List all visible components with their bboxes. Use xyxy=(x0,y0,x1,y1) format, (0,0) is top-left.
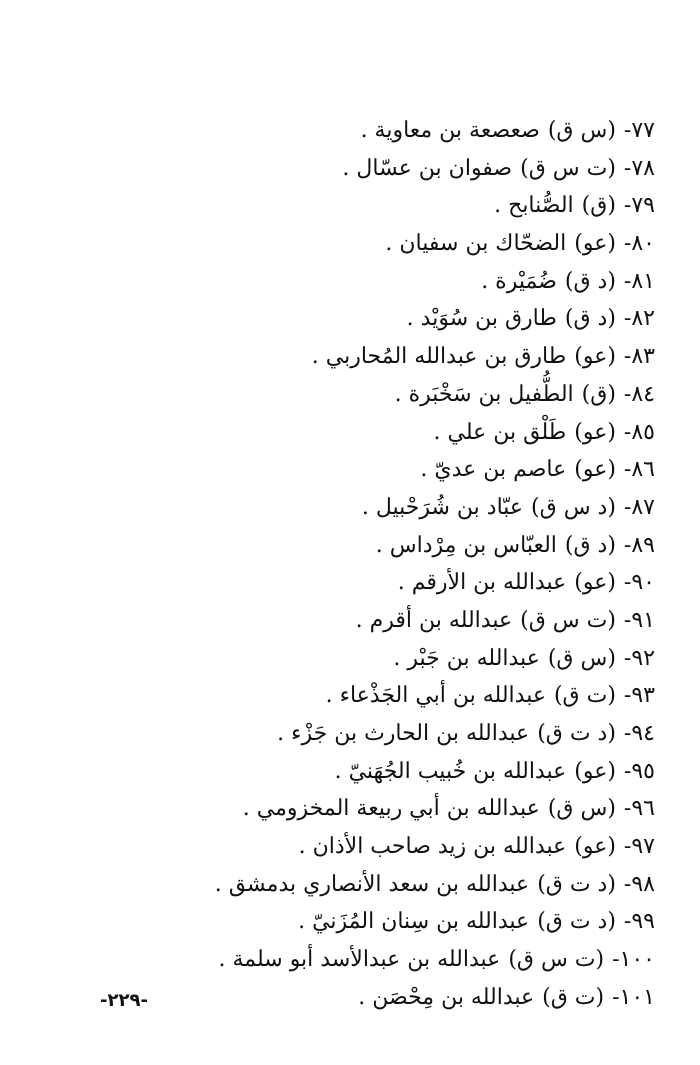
entry-code: (عو) xyxy=(574,231,616,257)
list-item xyxy=(55,527,655,565)
entry-number: ٩٦- xyxy=(623,796,655,822)
list-item xyxy=(55,263,655,301)
entry-number: ٨٩- xyxy=(623,532,655,558)
list-item xyxy=(55,376,655,414)
entry-code: (ق) xyxy=(581,193,616,219)
entry-code: (س ق) xyxy=(547,796,616,822)
entry-number: ٧٨- xyxy=(623,155,655,181)
entry-number: ٨٥- xyxy=(623,419,655,445)
entry-code: (د س ق) xyxy=(531,494,616,520)
list-item xyxy=(55,903,655,941)
entry-number: ٩٥- xyxy=(623,758,655,784)
list-item xyxy=(55,753,655,791)
entry-code: (عو) xyxy=(574,834,616,860)
entry-code: (ت س ق) xyxy=(520,607,616,633)
entry-name: عبدالله بن سعد الأنصاري بدمشق . xyxy=(214,871,530,897)
entry-code: (ت ق) xyxy=(553,683,616,709)
entry-name: عبدالله بن جَبْر . xyxy=(393,645,540,671)
entry-name: الضحّاك بن سفيان . xyxy=(385,231,567,257)
entry-code: (عو) xyxy=(574,419,616,445)
entry-list xyxy=(55,112,655,1017)
entry-number: ٨٤- xyxy=(623,381,655,407)
entry-code: (د ق) xyxy=(564,268,616,294)
entry-name: صعصعة بن معاوية . xyxy=(360,118,540,143)
entry-number: ٨٣- xyxy=(623,344,655,370)
entry-name: طارق بن سُوَيْد . xyxy=(406,306,557,332)
entry-number: ٩٤- xyxy=(623,721,655,746)
entry-number: ١٠٠- xyxy=(612,947,655,973)
entry-name: الطُّفيل بن سَخْبَرة . xyxy=(394,381,574,407)
entry-name: عبدالله بن خُبيب الجُهَنيّ . xyxy=(334,758,567,784)
entry-code: (عو) xyxy=(574,758,616,784)
entry-number: ٨٦- xyxy=(623,457,655,483)
entry-name: عبدالله بن أبي ربيعة المخزومي . xyxy=(242,796,540,822)
entry-name: عبدالله بن عبدالأسد أبو سلمة . xyxy=(218,947,501,973)
entry-number: ٩٩- xyxy=(623,909,655,935)
entry-name: عبدالله بن الحارث بن جَزْء . xyxy=(277,721,530,746)
list-item xyxy=(55,489,655,527)
entry-code: (س ق) xyxy=(547,118,616,143)
entry-number: ٩٢- xyxy=(623,645,655,671)
entry-name: الصُّنابح . xyxy=(494,193,574,219)
entry-code: (ت س ق) xyxy=(508,947,605,973)
list-item xyxy=(55,338,655,376)
entry-code: (ت ق) xyxy=(542,984,605,1010)
entry-name: عبدالله بن الأرقم . xyxy=(397,570,567,596)
list-item xyxy=(55,941,655,979)
entry-code: (د ت ق) xyxy=(537,909,616,935)
entry-code: (د ت ق) xyxy=(537,871,616,897)
entry-number: ٩١- xyxy=(623,607,655,633)
list-item xyxy=(55,677,655,715)
entry-name: عبدالله بن زيد صاحب الأذان . xyxy=(298,834,567,860)
list-item xyxy=(55,300,655,338)
entry-name: عبدالله بن أقرم . xyxy=(355,607,513,633)
entry-code: (س ق) xyxy=(547,645,616,671)
entry-number: ٩٨- xyxy=(623,871,655,897)
entry-name: عاصم بن عديّ . xyxy=(420,457,567,483)
entry-number: ٨٢- xyxy=(623,306,655,332)
entry-name: طارق بن عبدالله المُحاربي . xyxy=(311,344,567,370)
entry-number: ٧٩- xyxy=(623,193,655,219)
entry-number: ٩٠- xyxy=(623,570,655,596)
entry-name: طَلْق بن علي . xyxy=(433,419,567,445)
entry-code: (عو) xyxy=(574,570,616,596)
entry-name: عبدالله بن سِنان المُزَنيّ . xyxy=(298,909,530,935)
entry-number: ٧٧- xyxy=(623,118,655,143)
list-item xyxy=(55,225,655,263)
entry-name: صفوان بن عسّال . xyxy=(342,155,513,181)
list-item xyxy=(55,187,655,225)
list-item xyxy=(55,866,655,904)
entry-number: ٨٧- xyxy=(623,494,655,520)
entry-name: عبدالله بن أبي الجَذْعاء . xyxy=(325,683,546,709)
entry-code: (د ق) xyxy=(564,306,616,332)
entry-code: (د ت ق) xyxy=(537,721,616,746)
list-item xyxy=(55,602,655,640)
entry-code: (ق) xyxy=(581,381,616,407)
page-number: -٢٢٩- xyxy=(100,990,148,1011)
list-item xyxy=(55,112,655,150)
list-item xyxy=(55,640,655,678)
entry-code: (عو) xyxy=(574,457,616,483)
entry-code: (د ق) xyxy=(564,532,616,558)
list-item xyxy=(55,150,655,188)
list-item xyxy=(55,828,655,866)
entry-code: (ت س ق) xyxy=(520,155,616,181)
entry-name: العبّاس بن مِرْداس . xyxy=(375,532,557,558)
entry-name: عبّاد بن شُرَحْبيل . xyxy=(361,494,524,520)
list-item xyxy=(55,790,655,828)
entry-number: ٨١- xyxy=(623,268,655,294)
entry-code: (عو) xyxy=(574,344,616,370)
entry-name: عبدالله بن مِحْصَن . xyxy=(358,984,535,1010)
list-item xyxy=(55,715,655,753)
entry-name: ضُمَيْرة . xyxy=(481,268,557,294)
list-item xyxy=(55,414,655,452)
entry-number: ٩٧- xyxy=(623,834,655,860)
entry-number: ١٠١- xyxy=(612,984,655,1010)
list-item xyxy=(55,451,655,489)
entry-number: ٩٣- xyxy=(623,683,655,709)
entry-number: ٨٠- xyxy=(623,231,655,257)
list-item xyxy=(55,564,655,602)
